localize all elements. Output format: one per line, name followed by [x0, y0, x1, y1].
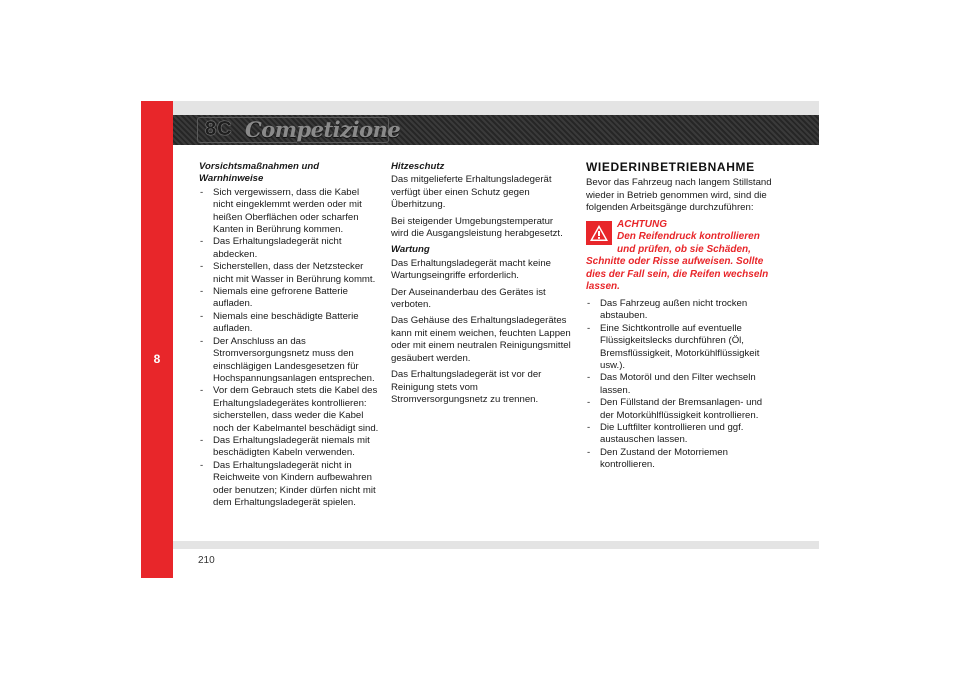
- maintenance-paragraph-1: Das Erhaltungsladegerät macht keine Wartungseingriffe erforderlich.: [391, 257, 551, 282]
- warning-box: [586, 219, 772, 294]
- warning-triangle-icon: [586, 221, 612, 245]
- maintenance-paragraph-3: Das Gehäuse des Erhaltungsladegerätes kann mit einem weichen, feuchten Lappen oder mit einem neutralen Reinigungsmittel gesäubert werden.: [391, 315, 571, 364]
- list-item: - Der Anschluss an das Stromversorgungsnetz muss den einschlägigen Landesgesetzen für Hochspannungsanlagen entsprechen.: [199, 336, 379, 386]
- chapter-number: 8: [153, 352, 161, 366]
- list-item: - Das Erhaltungsladegerät nicht abdecken.: [199, 236, 379, 261]
- list-item: - Vor dem Gebrauch stets die Kabel des Erhaltungsladegerätes kontrollieren: sicherstellen, dass weder die Kabel noch der Kabelmantel beschädigt sind.: [199, 385, 379, 435]
- page-number: 210: [198, 555, 215, 566]
- logo-prefix: 8C: [205, 118, 233, 140]
- list-item: - Den Zustand der Motorriemen kontrollieren.: [586, 447, 772, 472]
- list-item: - Eine Sichtkontrolle auf eventuelle Flüssigkeitslecks durchführen (Öl, Bremsflüssigkeit, Motorkühlflüssigkeit usw.).: [586, 323, 772, 373]
- list-item: - Den Füllstand der Bremsanlagen- und der Motorkühlflüssigkeit kontrollieren.: [586, 397, 772, 422]
- column-precautions: [199, 161, 379, 509]
- precautions-heading: Vorsichtsmaßnahmen und Warnhinweise: [199, 161, 320, 185]
- heat-paragraph-2: Bei steigender Umgebungstemperatur wird die Ausgangsleistung herabgesetzt.: [391, 215, 563, 240]
- maintenance-heading: Wartung: [391, 244, 430, 256]
- chapter-side-strip: [141, 101, 173, 578]
- heat-protection-heading: Hitzeschutz: [391, 161, 445, 172]
- recommissioning-list: [586, 298, 772, 472]
- list-item: - Das Erhaltungsladegerät niemals mit beschädigten Kabeln verwenden.: [199, 435, 379, 460]
- list-item: - Sicherstellen, dass der Netzstecker nicht mit Wasser in Berührung kommt.: [199, 261, 379, 286]
- top-band: [173, 101, 819, 115]
- logo-script: Competizione: [245, 117, 401, 142]
- section-title: WIEDERINBETRIEBNAHME: [586, 160, 755, 174]
- list-item: - Das Fahrzeug außen nicht trocken abstauben.: [586, 298, 772, 323]
- warning-label: ACHTUNG: [617, 218, 667, 230]
- list-item: - Niemals eine beschädigte Batterie aufladen.: [199, 311, 379, 336]
- list-item: - Die Luftfilter kontrollieren und ggf. austauschen lassen.: [586, 422, 772, 447]
- heat-paragraph-1: Das mitgelieferte Erhaltungsladegerät verfügt über einen Schutz gegen Überhitzung.: [391, 174, 552, 211]
- recommissioning-intro: Bevor das Fahrzeug nach langem Stillstand wieder in Betrieb genommen wird, sind die folgenden Arbeitsgänge durchzuführen:: [586, 177, 772, 214]
- maintenance-paragraph-2: Der Auseinanderbau des Gerätes ist verboten.: [391, 286, 546, 311]
- bottom-band: [173, 541, 819, 549]
- header-bar: [173, 115, 819, 145]
- list-item: - Niemals eine gefrorene Batterie aufladen.: [199, 286, 379, 311]
- column-recommissioning: [586, 161, 772, 472]
- precautions-list: [199, 187, 379, 510]
- maintenance-paragraph-4: Das Erhaltungsladegerät ist vor der Reinigung stets vom Stromversorgungsnetz zu trennen.: [391, 369, 542, 405]
- warning-text: Den Reifendruck kontrollieren und prüfen, ob sie Schäden, Schnitte oder Risse aufweisen. Sollte dies der Fall sein, die Reifen wechseln lassen.: [586, 231, 769, 293]
- list-item: - Sich vergewissern, dass die Kabel nicht eingeklemmt werden oder mit heißen Oberflächen oder scharfen Kanten in Berührung kommen.: [199, 187, 379, 237]
- list-item: - Das Motoröl und den Filter wechseln lassen.: [586, 372, 772, 397]
- list-item: - Das Erhaltungsladegerät nicht in Reichweite von Kindern aufbewahren oder benutzen; Kinder dürfen nicht mit dem Erhaltungsladegerät spielen.: [199, 460, 379, 510]
- column-heat-maintenance: [391, 161, 571, 410]
